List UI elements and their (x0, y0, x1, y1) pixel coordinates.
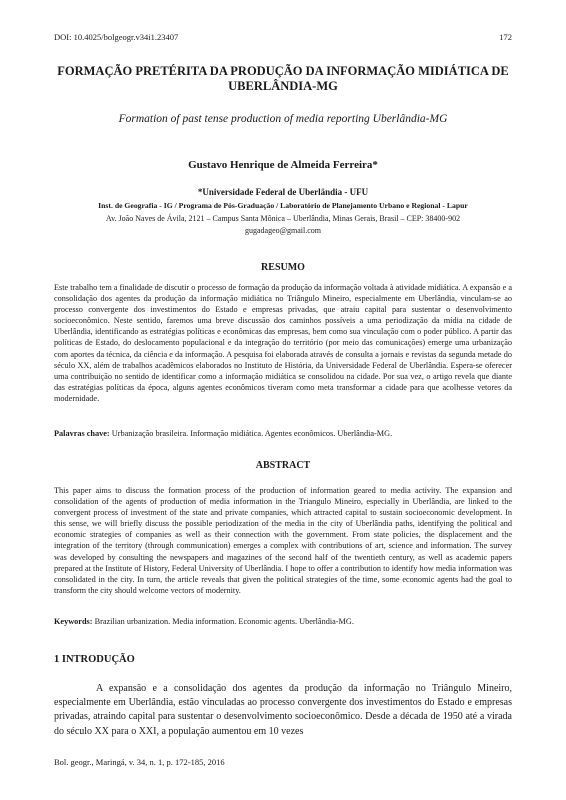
article-subtitle-english: Formation of past tense production of media reporting Uberlândia-MG (118, 113, 448, 125)
article-title: FORMAÇÃO PRETÉRITA DA PRODUÇÃO DA INFORMAÇÃO MIDIÁTICA DE UBERLÂNDIA-MG (57, 64, 509, 93)
affiliation-address: Av. João Naves de Ávila, 2121 – Campus Santa Mônica – Uberlândia, Minas Gerais, Brasil – CEP: 38400-902 (105, 214, 461, 223)
keywords-english-label: Keywords: (54, 617, 93, 626)
doi-text: DOI: 10.4025/bolgeogr.v34i1.23407 (54, 32, 179, 42)
keywords-portuguese-label: Palavras chave: (54, 429, 110, 438)
author-email: gugadageo@gmail.com (244, 226, 321, 235)
abstract-heading: ABSTRACT (255, 460, 311, 471)
introduction-heading: 1 INTRODUÇÃO (54, 654, 135, 665)
keywords-english-list: Brazilian urbanization. Media information. Economic agents. Uberlândia-MG. (94, 617, 354, 626)
keywords-portuguese-list: Urbanização brasileira. Informação midiática. Agentes econômicos. Uberlândia-MG. (111, 429, 393, 438)
keywords-english (54, 616, 512, 627)
introduction-body: A expansão e a consolidação dos agentes da produção da informação no Triângulo Mineiro, especialmente em Uberlândia, estão vinculadas ao processo convergente dos investimentos do Estado e empresas privadas, atraindo capital para sustentar o desenvolvimento socioeconômico. Desde a década de 1950 até a virada do século XX para o XXI, a população aumentou em 10 vezes (54, 683, 512, 737)
resumo-heading: RESUMO (261, 262, 305, 273)
abstract-body: This paper aims to discuss the formation process of the production of information geared to media activity. The expansion and consolidation of the agents of production of media information in the Triangulo Mineiro, especially in Uberlândia, are linked to the convergent process of investment of the state and private companies, which attracted capital to sustain socioeconomic development. In this sense, we will briefly discuss the possible periodization of the media in the city of Uberlândia paths, identifying the political and economic strategies of companies as well as their connection with the government. From state policies, the displacement and the integration of the territory (through communication) emerges a complex with contributions of art, science and information. The survey was developed by consulting the newspapers and magazines of the second half of the twentieth century, as well as academic papers prepared at the Institute of History, Federal University of Uberlândia. I hope to offer a contribution to identify how media information was consolidated in the city. In turn, the article reveals that given the political strategies of the time, some economic agents had the goal to transform the city should welcome vectors of modernity. (54, 486, 512, 595)
affiliation-university: *Universidade Federal de Uberlândia - UFU (197, 187, 369, 197)
author-name: Gustavo Henrique de Almeida Ferreira* (188, 159, 378, 171)
page-number: 172 (499, 32, 512, 42)
keywords-portuguese (54, 428, 512, 439)
footer-citation: Bol. geogr., Maringá, v. 34, n. 1, p. 172-185, 2016 (54, 757, 225, 767)
resumo-body: Este trabalho tem a finalidade de discutir o processo de formação da produção da informação voltada à atividade midiática. A expansão e a consolidação dos agentes da produção da informação midiática no Triângulo Mineiro, especialmente em Uberlândia, vinculam-se ao processo convergente dos investimentos do Estado e empresas privadas, que atraiu capital para sustentar o desenvolvimento socioeconômico. Neste sentido, faremos uma breve discussão dos caminhos possíveis a uma periodização da mídia na cidade de Uberlândia, identificando as estratégias políticas e econômicas das empresas, bem como sua vinculação com o poder público. A partir das políticas de Estado, do deslocamento populacional e da integração do território (por meio das comunicações) emerge uma urbanização com aportes da técnica, da ciência e da informação. A pesquisa foi elaborada através de consulta a jornais e revistas da segunda metade do século XX, além de trabalhos acadêmicos elaborados no Instituto de História, da Universidade Federal de Uberlândia. Espera-se oferecer uma contribuição no sentido de identificar como a informação midiática se consolidou na cidade. Por sua vez, o artigo revela que diante das estratégias políticas da época, alguns agentes econômicos tiveram como meta transformar a cidade para que acolhesse vetores da modernidade. (54, 283, 512, 403)
affiliation-department: Inst. de Geografia - IG / Programa de Pós-Graduação / Laboratório de Planejamento Urbano e Regional - Lapur (98, 201, 468, 210)
